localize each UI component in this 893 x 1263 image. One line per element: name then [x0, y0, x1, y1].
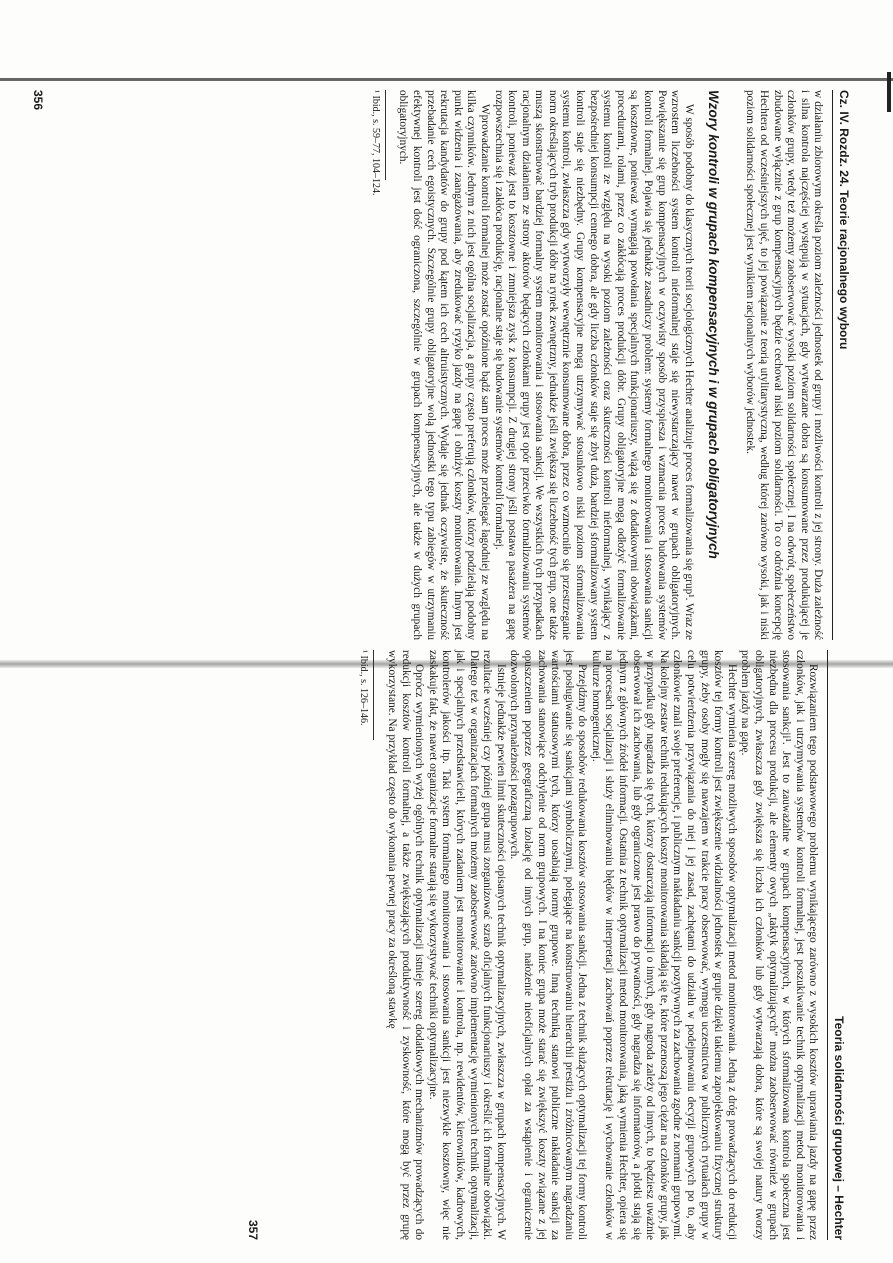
right-page-number: 357 — [245, 1219, 260, 1240]
right-page — [245, 650, 845, 1240]
right-paragraph-5: Oprócz wymienionych wyżej ogólnych technik optymalizacji istnieje szereg dodatkowych mechanizmów prowadzących do redukcji kosztów kontroli formalnej, a także zwiększających produktywność i zyskowność, które mogą być przez grupę wykorzystane. Na przykład często do wykonania pewnej pracy za określoną stawkę — [386, 650, 426, 1240]
page-top-edge — [0, 78, 893, 81]
right-footnote-rule — [373, 650, 374, 740]
left-page — [30, 90, 850, 640]
right-paragraph-4: Istnieje jednakże pewien limit skuteczności opisanych technik optymalizacyjnych, zwłaszcza w grupach kompensacyjnych. W rezultacie wcześniej czy później grupa musi zorganizować szrab oficjalnych funkcjonariuszy i określić ich formalne obowiązki. Dlatego też w organizacjach formalnych możemy zaobserwować zarówno implementację wymienionych technik optymalizacji, jak i specjalnych przedstawicieli, których zadaniem jest monitorowanie i kontrola, np. rewidentów, kierowników, kadrowych, kontrolerów jakości itp. Taki system formalnego monitorowania i stosowania sankcji jest niezwykle kosztowny, więc nie zaskakuje fakt, że nawet organizacje formalne starają się wykorzystywać techniki optymalizacyjne. — [426, 650, 507, 1240]
right-running-head: Teoria solidarności grupowej – Hechter — [827, 650, 845, 1240]
left-footnote-rule — [385, 90, 386, 180]
left-paragraph-1: W sposób podobny do klasycznych teorii socjologicznych Hechter analizuje proces formalizowania się grup¹. Wraz ze wzrostem liczebności system kontroli nieformalnej staje się niewystarczający nawet w grupach obligatoryjnych. Powiększanie się grup kompensacyjnych w oczywisty sposób przyspiesza i wzmacnia proces budowania systemów kontroli formalnej. Pojawia się jednakże zasadniczy problem: systemy formalnego monitorowania i stosowania sankcji są kosztowne, ponieważ wymagają powołania specjalnych funkcjonariuszy, wiążą się z dodatkowymi obowiązkami, procedurami, rolami, przez co zakłócają proces produkcji dóbr. Grupy obligatoryjne mogą odłożyć formalizowanie systemu kontroli ze względu na wysoki poziom zależności oraz skuteczności kontroli nieformalnej, wynikający z bezpośredniej konsumpcji cennego dobra, ale gdy liczba członków staje się zbyt duża, bardziej sformalizowany system kontroli staje się niezbędny. Grupy kompensacyjne mogą utrzymywać stosunkowo niski poziom sformalizowania systemu kontroli, zwłaszcza gdy wytworzyły wewnętrznie konsumowane dobra, przez co wzmocniło się przestrzeganie norm określających tryb produkcji dóbr na rynek zewnętrzny, jednakże jeśli zwiększa się liczebność tych grup, one także muszą skonstruować bardziej formalny system monitorowania i stosowania sankcji. We wszystkich tych przypadkach racjonalnym działaniem ze strony aktorów będących członkami grupy jest opór przeciwko formalizowaniu systemów kontroli, ponieważ jest to kosztowne i zmniejsza zysk z konsumpcji. Z drugiej strony jeśli postawa pasażera na gapę rozpowszechnia się i zakłóca produkcję, racjonalne staje się budowanie systemów kontroli formalnej. — [492, 90, 695, 640]
left-intro-paragraph: w działaniu zbiorowym określa poziom zależności jednostek od grupy i możliwości kontroli z jej strony. Duża zależność i silna kontrola najczęściej występują w sytuacjach, gdy wytwarzane dobra są konsumowane przez produkującej je członków grupy, wtedy też możemy zaobserwować wysoki poziom solidarności społecznej. I na odwrót, społeczeństwo zbudowane wyłącznie z grup kompensacyjnych będzie cechował niski poziom solidarności. To co odróżnia koncepcję Hechtera od wcześniejszych ujęć, to jej powiązanie z teorią utylitarystyczną, według której zarówno wysoki, jak i niski poziom solidarności społecznej jest wynikiem racjonalnych wyborów jednostek. — [744, 90, 825, 640]
left-running-head: Cz. IV. Rozdz. 24. Teorie racjonalnego wyboru — [832, 90, 850, 640]
page-edge-mark — [887, 72, 891, 112]
right-footnote: ¹ Ibid., s. 126–146. — [358, 650, 370, 726]
right-paragraph-1: Rozwiązaniem tego podstawowego problemu wynikającego zarówno z wysokich kosztów uprawiania jazdy na gapę przez członków, jak i utrzymywania systemów kontroli formalnej, jest poszukiwanie technik optymalizacji metod monitorowania i stosowania sankcji¹. Jest to zauważalne w grupach kompensacyjnych, w których sformalizowana kontrola społeczna jest niezbędna dla procesu produkcji, ale elementy owych „taktyk optymalizujących” można zaobserwować również w grupach obligatoryjnych, zwłaszcza gdy zwiększa się liczba ich członków lub gdy wytwarzają dobra, które są swojej natury tworzy problem jazdy na gapę. — [739, 650, 820, 1240]
section-heading: Wzory kontroli w grupach kompensacyjnych i w grupach obligatoryjnych — [705, 90, 721, 559]
right-paragraph-3: Przejdźmy do sposobów redukowania kosztów stosowania sankcji. Jedna z technik służących optymalizacji tej formy kontroli jest posługiwanie się sankcjami symbolicznymi, polegające na konstruowaniu hierarchii prestiżu i zróżnicowanym nagradzaniu wartościami statusowymi tych, którzy uosabiają normy grupowe. Inną techniką stanowi publiczne nakładanie sankcji za zachowania stanowiące odchylenie od norm grupowych. I na koniec grupa może starać się zwiększyć koszty związane z jej opuszczeniem poprzez geograficzną izolację od innych grup, nałożenie nieoficjalnych opłat za wstąpienie i ograniczenie dozwolonych przynależności pozagrupowych. — [508, 650, 589, 1240]
left-page-number: 356 — [30, 90, 45, 111]
right-paragraph-2: Hechter wymienia szereg możliwych sposobów optymalizacji metod monitorowania. Jedną z dróg prowadzących do redukcji kosztów tej formy kontroli jest zwiększenie widzialności jednostek w grupie dzięki takiemu zaprojektowaniu fizycznej struktury grupy, żeby osoby mogły się nawzajem w trakcie pracy obserwować, wymogu uczestnictwa w publicznych rytuałach grupy w celu potwierdzenia przywiązania do niej i jej zasad, zachętami do udziału w podejmowaniu decyzji grupowych po to, aby członkowie znali swoje preferencje, i publicznym nakładaniu sankcji pozytywnych za zachowania zgodne z normami grupowymi. Na kolejny zestaw technik redukujących koszty monitorowania składają się te, które przenoszą jego ciężar na członków grupy, jak w przypadku gdy nagradza się tych, którzy dostarczają informacji o innych, gdy nagroda zależy od innych, to będziesz uważnie obserwował ich zachowania, lub gdy ograniczone jest prawo do prywatności, gdy nagradza się informatorów, a plotki stają się jednym z głównych źródeł informacji. Ostatnia z technik optymalizacji metod monitorowania, jaką wymienia Hechter, opiera się na procesach socjalizacji i służy eliminowaniu błędów w interpretacji zachowań poprzez rekrutację i wychowanie członków w kulturze homogenicznej. — [589, 650, 738, 1240]
left-footnote: ¹ Ibid., s. 59–77, 104–124. — [369, 90, 381, 196]
left-paragraph-2: Wprowadzanie kontroli formalnej może zostać opóźnione bądź sam proces może przebiegać łagodniej ze względu na kilka czynników. Jednym z nich jest ogólna socjalizacja, a grupy często preferują członków, którzy podzielają podobny punkt widzenia i zaangażowania, aby zredukować ryzyko jazdy na gapę i obniżyć koszty monitorowania. Innym jest rekrutacja kandydatów do grupy pod kątem ich cech altruistycznych. Wydaje się jednak oczywiste, że skuteczność przebadanie cech egoistycznych. Szczególnie grupy obligatoryjne wolą jednostki tego typu zabiegów w utrzymaniu efektywnej kontroli jest dość ograniczona, szczególnie w grupach kompensacyjnych, ale także w dużych grupach obligatoryjnych. — [397, 90, 491, 640]
